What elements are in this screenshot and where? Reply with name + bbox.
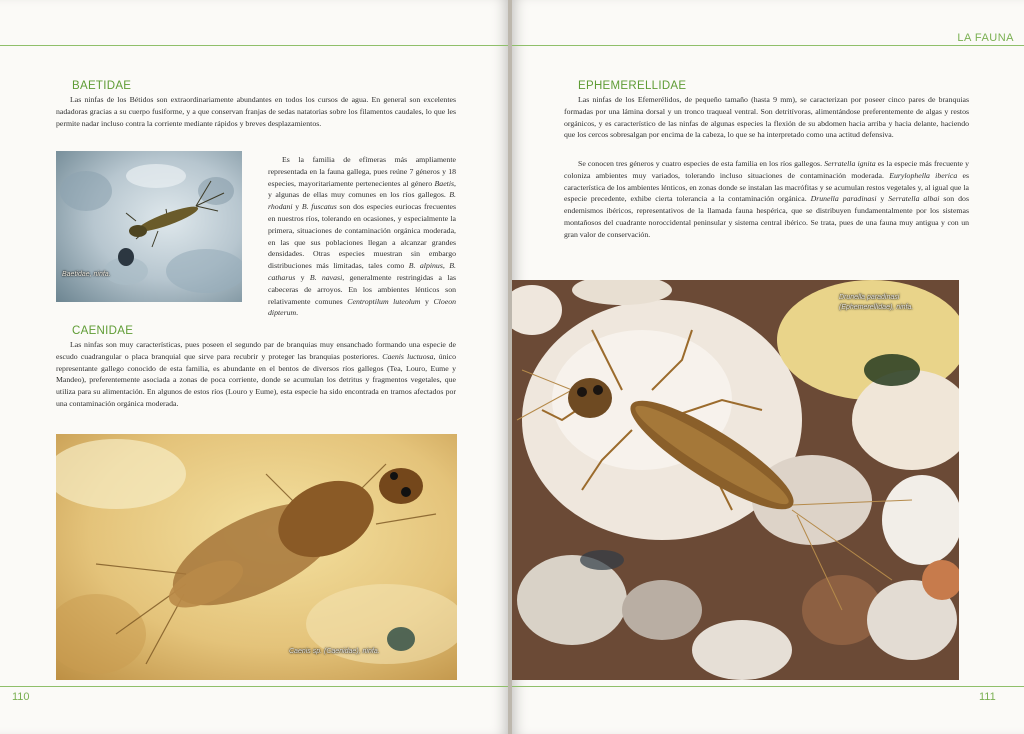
ephemerellidae-paragraph-2: Se conocen tres géneros y cuatro especies de esta familia en los ríos gallegos. Serratella ignita es la especie más frecuente y coloniza ambientes muy variados, tolerando incluso situaciones de contaminación moderada. Eurylophella iberica es característica de los ambientes lénticos, en zonas donde se instalan las macrófitas y se acumulan restos vegetales y, al igual que la especie precedente, exhibe cierta tolerancia a la contaminación orgánica. Drunella paradinasi y Serratella albai son dos endemismos ibéricos, representativos de la llamada fauna hespérica, que se distribuyen fundamentalmente por los sistemas montañosos del cuadrante noroccidental peninsular y sistema central ibérico. Se trata, pues de una fauna muy antigua y con un gran valor de conservación. (564, 159, 970, 239)
section-label: LA FAUNA (957, 32, 1014, 44)
bottom-rule (512, 686, 1024, 687)
page-number: 111 (979, 691, 996, 703)
heading-baetidae: BAETIDAE (72, 80, 132, 92)
baetidae-photo (56, 151, 242, 302)
baetidae-column-text: Es la familia de efímeras más ampliamente representada en la fauna gallega, pues reúne 7 géneros y 18 especies, mayoritariamente pertenecientes al género Baetis, y algunas de ellas muy comunes en los ríos gallegos. B. rhodani y B. fuscatus son dos especies euriocas frecuentes en nuestros ríos, tolerando en ocasiones, y especialmente la primera, situaciones de contaminación orgánica moderada, en las que sus poblaciones llegan a alcanzar grandes densidades. Otras especies muestran sin embargo distribuciones más limitadas, tales como B. alpinus, B. catharus y B. navasi, generalmente restringidas a las cabeceras de arroyos. En los ambientes lénticos son relativamente comunes Centroptilum luteolum y Cloeon dipterum. (268, 155, 457, 318)
right-page (512, 0, 1024, 734)
caenidae-photo-caption: Caenis sp. (Caenidae), ninfa. (289, 648, 380, 655)
ephemerellidae-photo-caption: Drunella paradinasi (Ephemerellidae), ninfa. (839, 294, 914, 311)
baetidae-intro: Las ninfas de los Bétidos son extraordinariamente abundantes en todos los cursos de agua. En general son excelentes nadadoras gracias a su cuerpo fusiforme, y a que conservan franjas de sedas natatorias sobre los filamentos caudales, lo que les permite nadar incluso contra la corriente mediante rápidos y breves desplazamientos. (56, 95, 456, 128)
bottom-rule (0, 686, 508, 687)
top-rule (512, 45, 1024, 46)
baetidae-photo-caption: Baetidae, ninfa. (62, 271, 111, 278)
top-rule (0, 45, 508, 46)
heading-ephemerellidae: EPHEMERELLIDAE (578, 80, 687, 92)
heading-caenidae: CAENIDAE (72, 325, 134, 337)
caenidae-photo (56, 434, 457, 680)
page-number: 110 (12, 691, 30, 703)
caenidae-text: Las ninfas son muy características, pues poseen el segundo par de branquias muy ensanchado formando una especie de escudo cuadrangular o placa branquial que sirve para recubrir y proteger las branquias posteriores. Caenis luctuosa, único representante gallego conocido de esta familia, es abundante en el bentos de diversos ríos gallegos (Tea, Louro, Eume y Mandeo), preferentemente asociada a zonas de poca corriente, donde se acumulan los detritus y fragmentos vegetales, que utiliza para su alimentación. En algunos de estos ríos (Louro y Eume), esta especie ha sido encontrada en tramos afectados por una contaminación orgánica moderada. (56, 340, 457, 408)
ephemerellidae-paragraph-1: Las ninfas de los Efemerélidos, de pequeño tamaño (hasta 9 mm), se caracterizan por poseer cinco pares de branquias formadas por una lámina dorsal y un tronco traqueal ventral. Son detritívoras, alimentándose preferentemente de algas y restos orgánicos, y es característico de las ninfas de algunas especies la flexión de su abdomen hacia arriba y hacia delante, haciendo que los cercos sobresalgan por encima de la cabeza, lo que se ha interpretado como una actitud defensiva. (564, 95, 969, 140)
ephemerellidae-photo (512, 280, 959, 680)
left-page (0, 0, 508, 734)
